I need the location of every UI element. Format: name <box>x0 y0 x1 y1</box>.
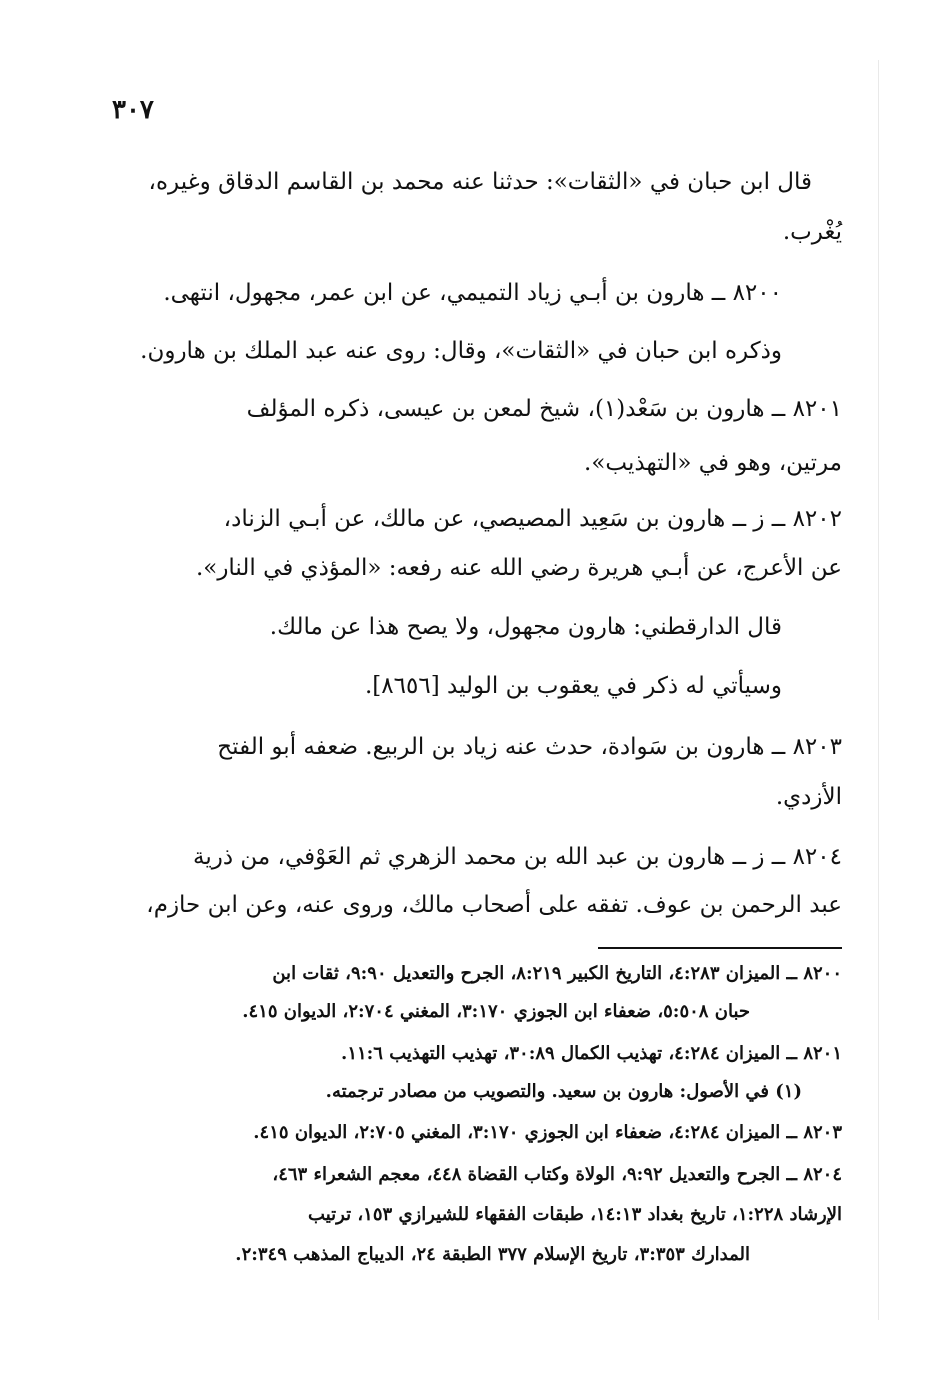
page-edge-shadow <box>878 60 879 1320</box>
footnote-line: (١) في الأصول: هارون بن سعيد. والتصويب من مصادر ترجمته. <box>325 1081 802 1102</box>
footnote-line: ٨٢٠٠ ــ الميزان ٤:٢٨٣، التاريخ الكبير ٨:٢١٩، الجرح والتعديل ٩:٩٠، ثقات ابن <box>272 963 842 984</box>
body-line: الأزدي. <box>775 784 842 810</box>
body-line: عبد الرحمن بن عوف. تفقه على أصحاب مالك، وروى عنه، وعن ابن حازم، <box>146 892 842 918</box>
footnote-line: ٨٢٠٣ ــ الميزان ٤:٢٨٤، ضعفاء ابن الجوزي ٣:١٧٠، المغني ٢:٧٠٥، الديوان ٤١٥. <box>253 1122 842 1143</box>
footnote-line: المدارك ٣:٣٥٣، تاريخ الإسلام ٣٧٧ الطبقة ٢٤، الديباج المذهب ٢:٣٤٩. <box>235 1244 750 1265</box>
page-number: ٣٠٧ <box>112 95 154 125</box>
footnote-line: حبان ٥:٥٠٨، ضعفاء ابن الجوزي ٣:١٧٠، المغني ٢:٧٠٤، الديوان ٤١٥. <box>242 1001 750 1022</box>
entry-8204-line: ٨٢٠٤ ــ ز ــ هارون بن عبد الله بن محمد الزهري ثم العَوْفي، من ذرية <box>192 844 842 870</box>
body-line: مرتين، وهو في «التهذيب». <box>584 450 842 476</box>
footnote-separator <box>598 947 842 949</box>
body-line: يُغْرب. <box>782 219 842 245</box>
footnote-line: ٨٢٠٤ ــ الجرح والتعديل ٩:٩٢، الولاة وكتاب القضاة ٤٤٨، معجم الشعراء ٤٦٣، <box>272 1164 842 1185</box>
body-line: قال ابن حبان في «الثقات»: حدثنا عنه محمد بن القاسم الدقاق وغيره، <box>148 169 812 195</box>
body-line: عن الأعرج، عن أبـي هريرة رضي الله عنه رفعه: «المؤذي في النار». <box>195 555 842 581</box>
footnote-line: الإرشاد ١:٢٢٨، تاريخ بغداد ١٤:١٣، طبقات الفقهاء للشيرازي ١٥٣، ترتيب <box>308 1204 842 1225</box>
entry-8203-line: ٨٢٠٣ ــ هارون بن سَوادة، حدث عنه زياد بن الربيع. ضعفه أبو الفتح <box>217 734 842 760</box>
entry-8201-line: ٨٢٠١ ــ هارون بن سَعْد(١)، شيخ لمعن بن عيسى، ذكره المؤلف <box>246 396 842 422</box>
body-line: قال الدارقطني: هارون مجهول، ولا يصح هذا عن مالك. <box>269 614 782 640</box>
body-line: وذكره ابن حبان في «الثقات»، وقال: روى عنه عبد الملك بن هارون. <box>140 338 782 364</box>
entry-8202-line: ٨٢٠٢ ــ ز ــ هارون بن سَعِيد المصيصي، عن مالك، عن أبـي الزناد، <box>223 506 842 532</box>
entry-8200-line: ٨٢٠٠ ــ هارون بن أبـي زياد التميمي، عن ابن عمر، مجهول، انتهى. <box>163 280 782 306</box>
body-line: وسيأتي له ذكر في يعقوب بن الوليد [٨٦٥٦]. <box>364 673 782 699</box>
footnote-line: ٨٢٠١ ــ الميزان ٤:٢٨٤، تهذيب الكمال ٣٠:٨٩، تهذيب التهذيب ١١:٦. <box>341 1043 842 1064</box>
